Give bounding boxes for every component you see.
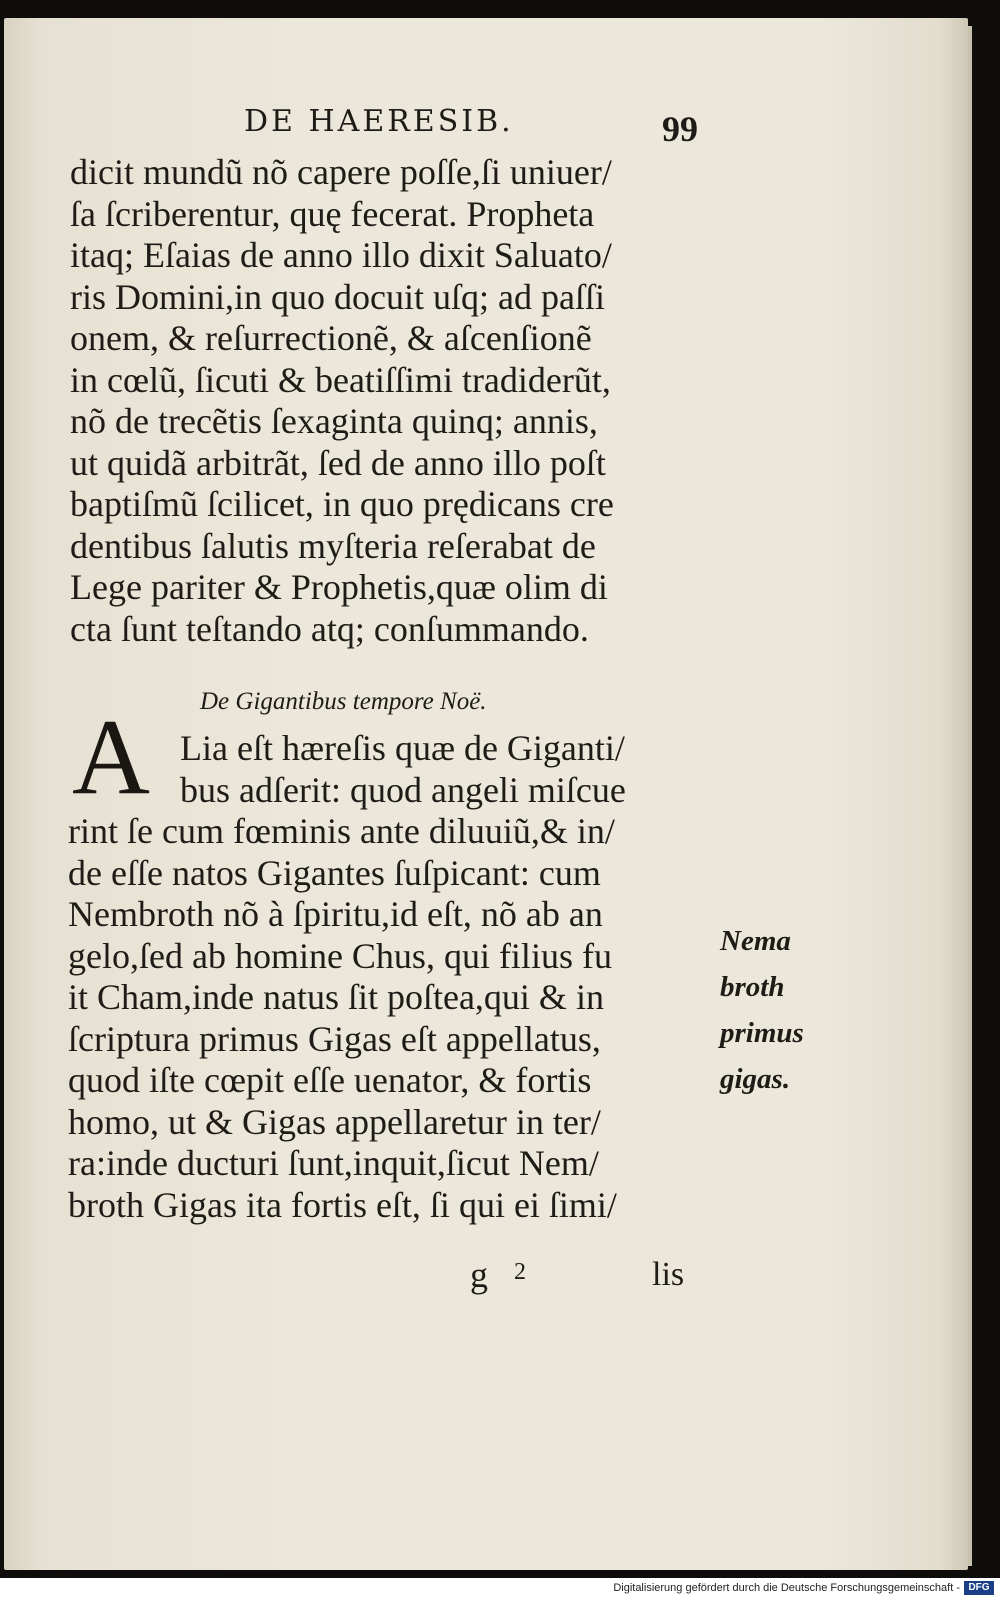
text-line: itaq; Eſaias de anno illo dixit Saluato/ <box>70 235 612 275</box>
text-line: it Cham,inde natus ſit poſtea,qui & in <box>68 977 604 1017</box>
section-heading: De Gigantibus tempore Noë. <box>200 688 487 715</box>
text-line: rint ſe cum fœminis ante diluuiũ,& in/ <box>68 811 615 851</box>
text-line: onem, & reſurrectionẽ, & aſcenſionẽ <box>70 318 592 358</box>
margin-note <box>720 918 804 1102</box>
text-line: baptiſmũ ſcilicet, in quo prędicans cre <box>70 484 614 524</box>
text-line: ſcriptura primus Gigas eſt appellatus, <box>68 1018 601 1059</box>
text-line: cta ſunt teſtando atq; conſummando. <box>70 608 589 649</box>
text-block-upper <box>70 152 720 650</box>
footer-credit: Digitalisierung gefördert durch die Deutsche Forschungsgemeinschaft - <box>613 1582 960 1594</box>
text-line: ut quidã arbitrãt, ſed de anno illo poſt <box>70 442 606 483</box>
text-line: gelo,ſed ab homine Chus, qui filius fu <box>68 935 612 976</box>
page-number: 99 <box>662 109 698 149</box>
signature-mark <box>470 1254 526 1296</box>
margin-note-line: broth <box>720 971 785 1003</box>
signature-number: 2 <box>514 1259 526 1285</box>
text-line: nõ de trecẽtis ſexaginta quinq; annis, <box>70 401 598 441</box>
text-line: ris Domini,in quo docuit uſq; ad paſſi <box>70 276 605 317</box>
running-head: DE HAERESIB. <box>244 104 514 139</box>
dfg-logo: DFG <box>964 1581 994 1595</box>
margin-note-line: primus <box>720 1017 804 1049</box>
text-line: ra:inde ducturi ſunt,inquit,ſicut Nem/ <box>68 1143 599 1183</box>
text-line: ſa ſcriberentur, quę fecerat. Propheta <box>70 193 595 234</box>
text-line: dentibus ſalutis myſteria reſerabat de <box>70 525 596 566</box>
margin-note-line: gigas. <box>720 1063 791 1095</box>
initial-letter: A <box>72 698 150 817</box>
text-line: homo, ut & Gigas appellaretur in ter/ <box>68 1101 601 1142</box>
signature-letter: g <box>470 1255 488 1295</box>
catchword: lis <box>652 1256 685 1293</box>
text-line: in cœlũ, ſicuti & beatiſſimi tradiderũt, <box>70 359 611 400</box>
text-line: de eſſe natos Gigantes ſuſpicant: cum <box>68 852 601 893</box>
text-line: bus adſerit: quod angeli miſcue <box>180 769 626 810</box>
text-line: Lia eſt hæreſis quæ de Giganti/ <box>180 728 625 768</box>
margin-note-line: Nema <box>720 925 791 957</box>
text-block-lower <box>68 728 718 1226</box>
text-line: dicit mundũ nõ capere poſſe,ſi uniuer/ <box>70 152 612 192</box>
text-line: broth Gigas ita fortis eſt, ſi qui ei ſimi/ <box>68 1184 617 1225</box>
text-line: Nembroth nõ à ſpiritu,id eſt, nõ ab an <box>68 894 603 934</box>
text-line: Lege pariter & Prophetis,quæ olim di <box>70 567 608 607</box>
text-line: quod iſte cœpit eſſe uenator, & fortis <box>68 1060 592 1100</box>
